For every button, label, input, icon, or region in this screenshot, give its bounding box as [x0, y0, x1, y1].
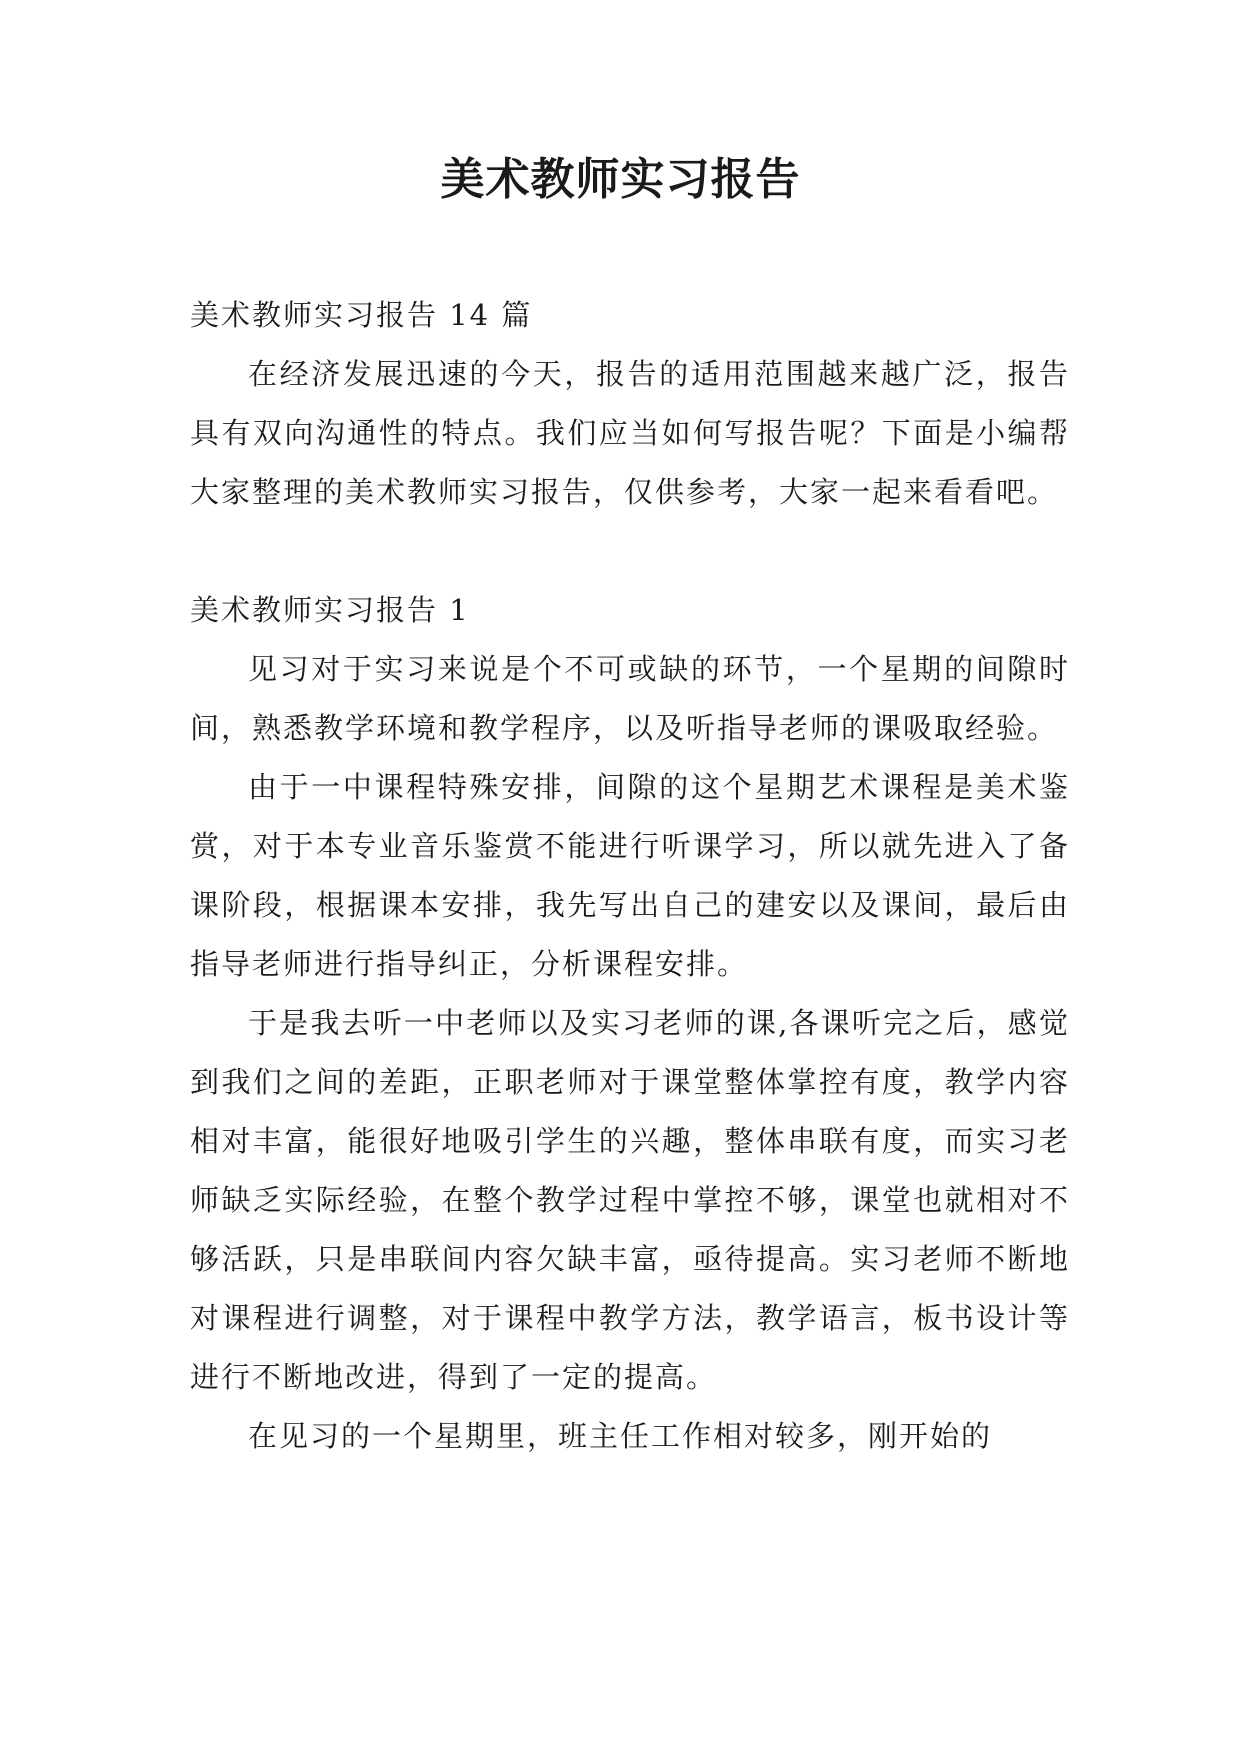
document-body: [190, 286, 1070, 1466]
body-paragraph: 见习对于实习来说是个不可或缺的环节，一个星期的间隙时间，熟悉教学环境和教学程序，以及听指导老师的课吸取经验。: [190, 652, 1070, 745]
body-paragraph: 由于一中课程特殊安排，间隙的这个星期艺术课程是美术鉴赏，对于本专业音乐鉴赏不能进行听课学习，所以就先进入了备课阶段，根据课本安排，我先写出自己的建安以及课间，最后由指导老师进行指导纠正，分析课程安排。: [190, 770, 1070, 981]
document-title: 美术教师实习报告: [440, 154, 801, 205]
section-gap: [190, 522, 1070, 581]
intro-paragraph: 在经济发展迅速的今天，报告的适用范围越来越广泛，报告具有双向沟通性的特点。我们应当如何写报告呢？下面是小编帮大家整理的美术教师实习报告，仅供参考，大家一起来看看吧。: [190, 357, 1070, 509]
section-heading: 美术教师实习报告 1: [190, 593, 470, 627]
body-paragraph: 于是我去听一中老师以及实习老师的课,各课听完之后，感觉到我们之间的差距，正职老师对于课堂整体掌控有度，教学内容相对丰富，能很好地吸引学生的兴趣，整体串联有度，而实习老师缺乏实际经验，在整个教学过程中掌控不够，课堂也就相对不够活跃，只是串联间内容欠缺丰富，亟待提高。实习老师不断地对课程进行调整，对于课程中教学方法，教学语言，板书设计等进行不断地改进，得到了一定的提高。: [190, 1006, 1070, 1394]
body-paragraph: 在见习的一个星期里，班主任工作相对较多，刚开始的: [248, 1419, 993, 1453]
document-subtitle: 美术教师实习报告 14 篇: [190, 298, 533, 332]
